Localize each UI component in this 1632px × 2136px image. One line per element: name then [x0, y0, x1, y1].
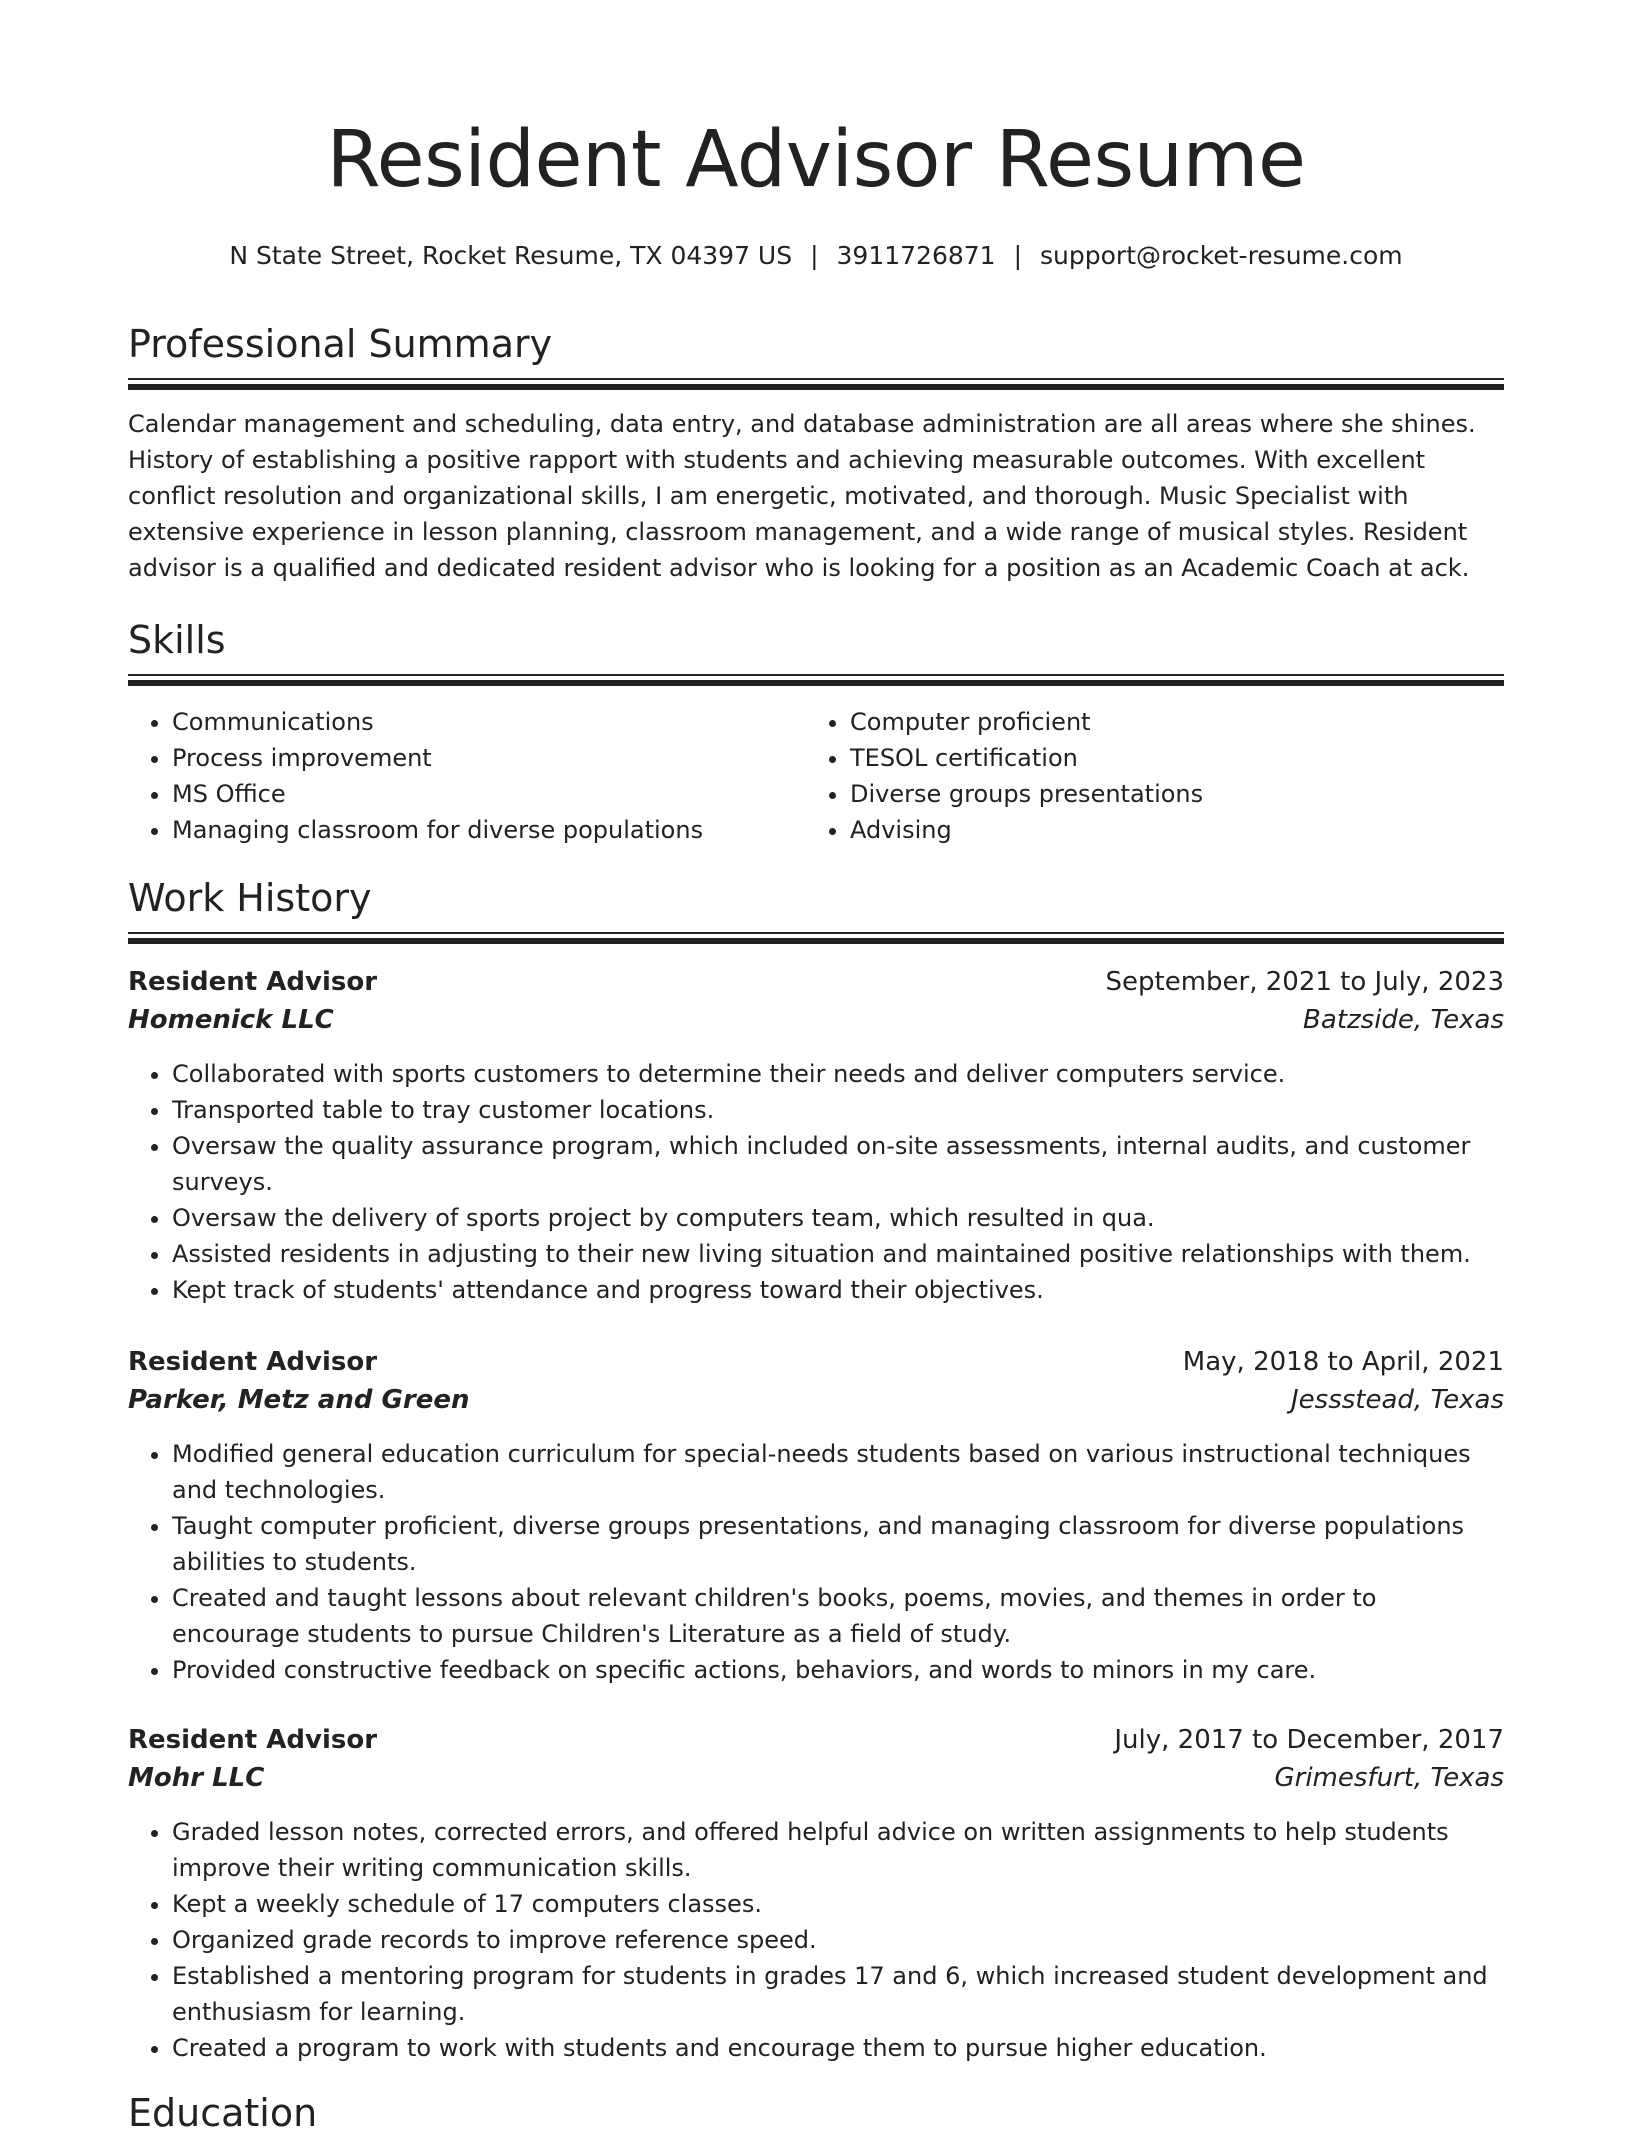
skill-item: • MS Office: [172, 776, 788, 812]
section-title-skills: Skills: [128, 618, 226, 662]
job-header: [128, 1344, 1504, 1420]
section-title-education: Education: [128, 2091, 318, 2135]
job-location: Batzside, Texas: [1303, 1005, 1504, 1035]
contact-phone: 3911726871: [836, 241, 996, 270]
job-title: Resident Advisor: [128, 967, 378, 997]
contact-separator: |: [810, 241, 819, 270]
skills-list-left: [128, 704, 788, 848]
skill-item: • Communications: [172, 704, 788, 740]
contact-address: N State Street, Rocket Resume, TX 04397 US: [229, 241, 793, 270]
job-entry: [128, 1722, 1504, 2066]
job-header: [128, 1722, 1504, 1798]
summary-text: Calendar management and scheduling, data entry, and database administration are all areas where she shines. History of establishing a positive rapport with students and achieving measurable outcomes. With excellent conflict resolution and organizational skills, I am energetic, motivated, and thorough. Music Specialist with extensive experience in lesson planning, classroom management, and a wide range of musical styles. Resident advisor is a qualified and dedicated resident advisor who is looking for a position as an Academic Coach at ack.: [128, 410, 1476, 582]
section-title-work-history: Work History: [128, 876, 372, 920]
job-location: Jessstead, Texas: [1291, 1385, 1504, 1415]
job-bullet: • Provided constructive feedback on specific actions, behaviors, and words to minors in my care.: [172, 1652, 1504, 1688]
job-bullet: • Taught computer proficient, diverse groups presentations, and managing classroom for diverse populations abilities to students.: [172, 1508, 1504, 1580]
job-company: Homenick LLC: [128, 1005, 334, 1035]
job-location: Grimesfurt, Texas: [1274, 1763, 1504, 1793]
skill-item: • Managing classroom for diverse populations: [172, 812, 788, 848]
skills-column-left: [128, 704, 788, 848]
job-bullet: • Graded lesson notes, corrected errors, and offered helpful advice on written assignments to help students improve their writing communication skills.: [172, 1814, 1504, 1886]
job-bullet: • Assisted residents in adjusting to their new living situation and maintained positive relationships with them.: [172, 1236, 1504, 1272]
section-divider: [128, 932, 1504, 944]
job-dates: September, 2021 to July, 2023: [1105, 967, 1504, 997]
job-bullet: • Created a program to work with students and encourage them to pursue higher education.: [172, 2030, 1504, 2066]
job-title: Resident Advisor: [128, 1725, 378, 1755]
skill-item: • Advising: [850, 812, 1466, 848]
contact-email: support@rocket-resume.com: [1040, 241, 1403, 270]
job-bullets: [128, 1436, 1504, 1688]
job-bullets: [128, 1814, 1504, 2066]
section-divider: [128, 674, 1504, 686]
skill-item: • Process improvement: [172, 740, 788, 776]
job-company: Parker, Metz and Green: [128, 1385, 470, 1415]
job-bullet: • Established a mentoring program for students in grades 17 and 6, which increased student development and enthusiasm for learning.: [172, 1958, 1504, 2030]
job-entry: [128, 964, 1504, 1308]
job-bullet: • Created and taught lessons about relevant children's books, poems, movies, and themes in order to encourage students to pursue Children's Literature as a field of study.: [172, 1580, 1504, 1652]
section-divider: [128, 378, 1504, 390]
job-bullets: [128, 1056, 1504, 1308]
section-title-summary: Professional Summary: [128, 322, 553, 366]
job-entry: [128, 1344, 1504, 1688]
job-company: Mohr LLC: [128, 1763, 265, 1793]
job-bullet: • Oversaw the quality assurance program, which included on-site assessments, internal audits, and customer surveys.: [172, 1128, 1504, 1200]
job-bullet: • Oversaw the delivery of sports project by computers team, which resulted in qua.: [172, 1200, 1504, 1236]
job-dates: July, 2017 to December, 2017: [1114, 1725, 1504, 1755]
job-bullet: • Modified general education curriculum for special-needs students based on various instructional techniques and technologies.: [172, 1436, 1504, 1508]
contact-line: [128, 239, 1504, 273]
job-bullet: • Kept a weekly schedule of 17 computers classes.: [172, 1886, 1504, 1922]
job-header: [128, 964, 1504, 1040]
job-bullet: • Organized grade records to improve reference speed.: [172, 1922, 1504, 1958]
resume-title: Resident Advisor Resume: [326, 115, 1306, 205]
job-bullet: • Transported table to tray customer locations.: [172, 1092, 1504, 1128]
contact-separator: |: [1013, 241, 1023, 270]
job-bullet: • Kept track of students' attendance and progress toward their objectives.: [172, 1272, 1504, 1308]
job-bullet: • Collaborated with sports customers to determine their needs and deliver computers service.: [172, 1056, 1504, 1092]
skill-item: • Diverse groups presentations: [850, 776, 1466, 812]
skills-list-right: [806, 704, 1466, 848]
job-title: Resident Advisor: [128, 1347, 378, 1377]
job-dates: May, 2018 to April, 2021: [1182, 1347, 1504, 1377]
skills-column-right: [806, 704, 1466, 848]
skill-item: • Computer proficient: [850, 704, 1466, 740]
skill-item: • TESOL certification: [850, 740, 1466, 776]
